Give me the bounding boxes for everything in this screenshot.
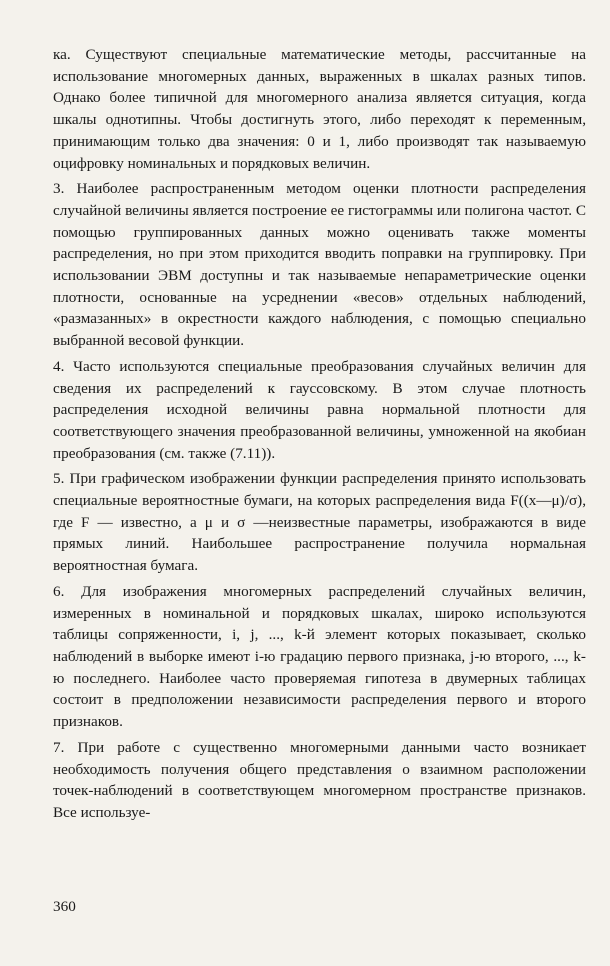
paragraph-continuation: ка. Существуют специальные математические методы, рассчитанные на использование многомерных данных, выраженных в шкалах разных типов. Однако более типичной для многомерного анализа является ситуация, когда шкалы однотипны. Чтобы достигнуть этого, либо переходят к переменным, принимающим только два значения: 0 и 1, либо производят так называемую оцифровку номинальных и порядковых величин. (53, 46, 586, 172)
paragraph-3: 3. Наиболее распространенным методом оценки плотности распределения случайной величины является построение ее гистограммы или полигона частот. С помощью группированных данных можно оценивать также моменты распределения, но при этом приходится вводить поправки на группировку. При использовании ЭВМ доступны и так называемые непараметрические оценки плотности, основанные на усреднении «весов» отдельных наблюдений, «размазанных» в окрестности каждого наблюдения, с помощью специально выбранной весовой функции. (53, 180, 586, 350)
paragraph-4: 4. Часто используются специальные преобразования случайных величин для сведения их распределений к гауссовскому. В этом случае плотность распределения исходной величины равна нормальной плотности для соответствующего значения преобразованной величины, умноженной на якобиан преобразования (см. также (7.11)). (53, 357, 586, 462)
paragraph-7: 7. При работе с существенно многомерными данными часто возникает необходимость получения общего представления о взаимном расположении точек-наблюдений в соответствующем многомерном пространстве признаков. Все используе- (53, 738, 586, 821)
page-number: 360 (53, 898, 76, 915)
paragraph-5: 5. При графическом изображении функции распределения принято использовать специальные вероятностные бумаги, на которых распределения вида F((x—μ)/σ), где F — известно, а μ и σ —неизвестные параметры, изображаются в виде прямых линий. Наибольшее распространение получила нормальная вероятностная бумага. (53, 470, 586, 575)
paragraph-6: 6. Для изображения многомерных распределений случайных величин, измеренных в номинальной и порядковых шкалах, широко используются таблицы сопряженности, i, j, ..., k-й элемент которых показывает, сколько наблюдений в выборке имеют i-ю градацию первого признака, j-ю второго, ..., k-ю последнего. Наиболее часто проверяемая гипотеза в двумерных таблицах состоит в предположении независимости распределения первого и второго признаков. (53, 582, 586, 731)
